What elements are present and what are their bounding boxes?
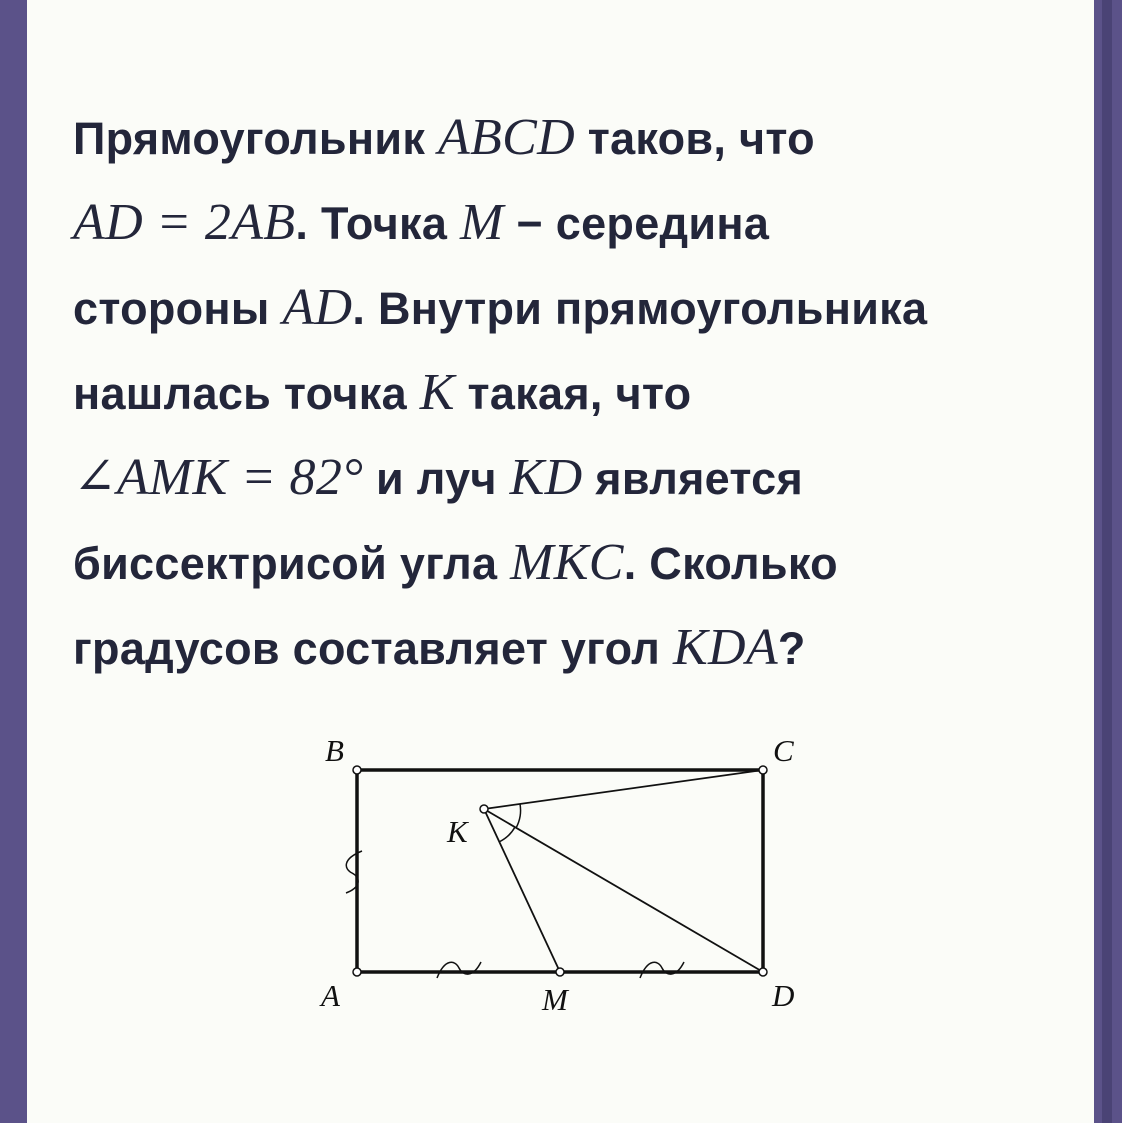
rectangle-abcd xyxy=(357,770,763,972)
math-run: K xyxy=(419,364,455,421)
segment-kd xyxy=(484,809,763,972)
text-run: является xyxy=(582,453,804,504)
label-k: K xyxy=(447,814,468,849)
label-m: M xyxy=(542,982,568,1017)
tick-md xyxy=(640,962,684,978)
text-run: нашлась точка xyxy=(73,368,420,419)
angle-arc-ckd xyxy=(516,804,521,828)
math-run: KD xyxy=(509,449,583,506)
text-run: таков, что xyxy=(574,113,815,164)
tick-am xyxy=(437,962,481,978)
tick-ab xyxy=(346,851,362,893)
point-b xyxy=(353,766,361,774)
segment-km xyxy=(484,809,560,972)
text-run: градусов составляет угол xyxy=(73,623,673,674)
text-run: . Точка xyxy=(295,198,460,249)
math-run: ∠AMK = 82° xyxy=(73,449,364,506)
point-m xyxy=(556,968,564,976)
math-run: MKC xyxy=(510,534,624,591)
text-run: . Внутри прямоугольника xyxy=(352,283,928,334)
segment-kc xyxy=(484,770,763,809)
label-a: A xyxy=(321,978,340,1013)
text-run: такая, что xyxy=(454,368,692,419)
label-c: C xyxy=(773,733,794,768)
text-run: Прямоугольник xyxy=(73,113,438,164)
label-d: D xyxy=(772,978,795,1013)
text-run: стороны xyxy=(73,283,283,334)
math-run: M xyxy=(459,194,504,251)
label-b: B xyxy=(325,733,344,768)
text-run: . Сколько xyxy=(623,538,838,589)
math-run: AD xyxy=(282,279,353,336)
text-run: и луч xyxy=(363,453,510,504)
text-run: ? xyxy=(777,623,806,674)
point-k xyxy=(480,805,488,813)
math-run: KDA xyxy=(673,619,778,676)
point-d xyxy=(759,968,767,976)
math-run: AD = 2AB xyxy=(73,194,296,251)
point-a xyxy=(353,968,361,976)
math-run: ABCD xyxy=(437,109,575,166)
text-run: биссектрисой угла xyxy=(73,538,511,589)
angle-arc-dkm xyxy=(499,827,515,842)
point-c xyxy=(759,766,767,774)
text-run: − середина xyxy=(503,198,770,249)
